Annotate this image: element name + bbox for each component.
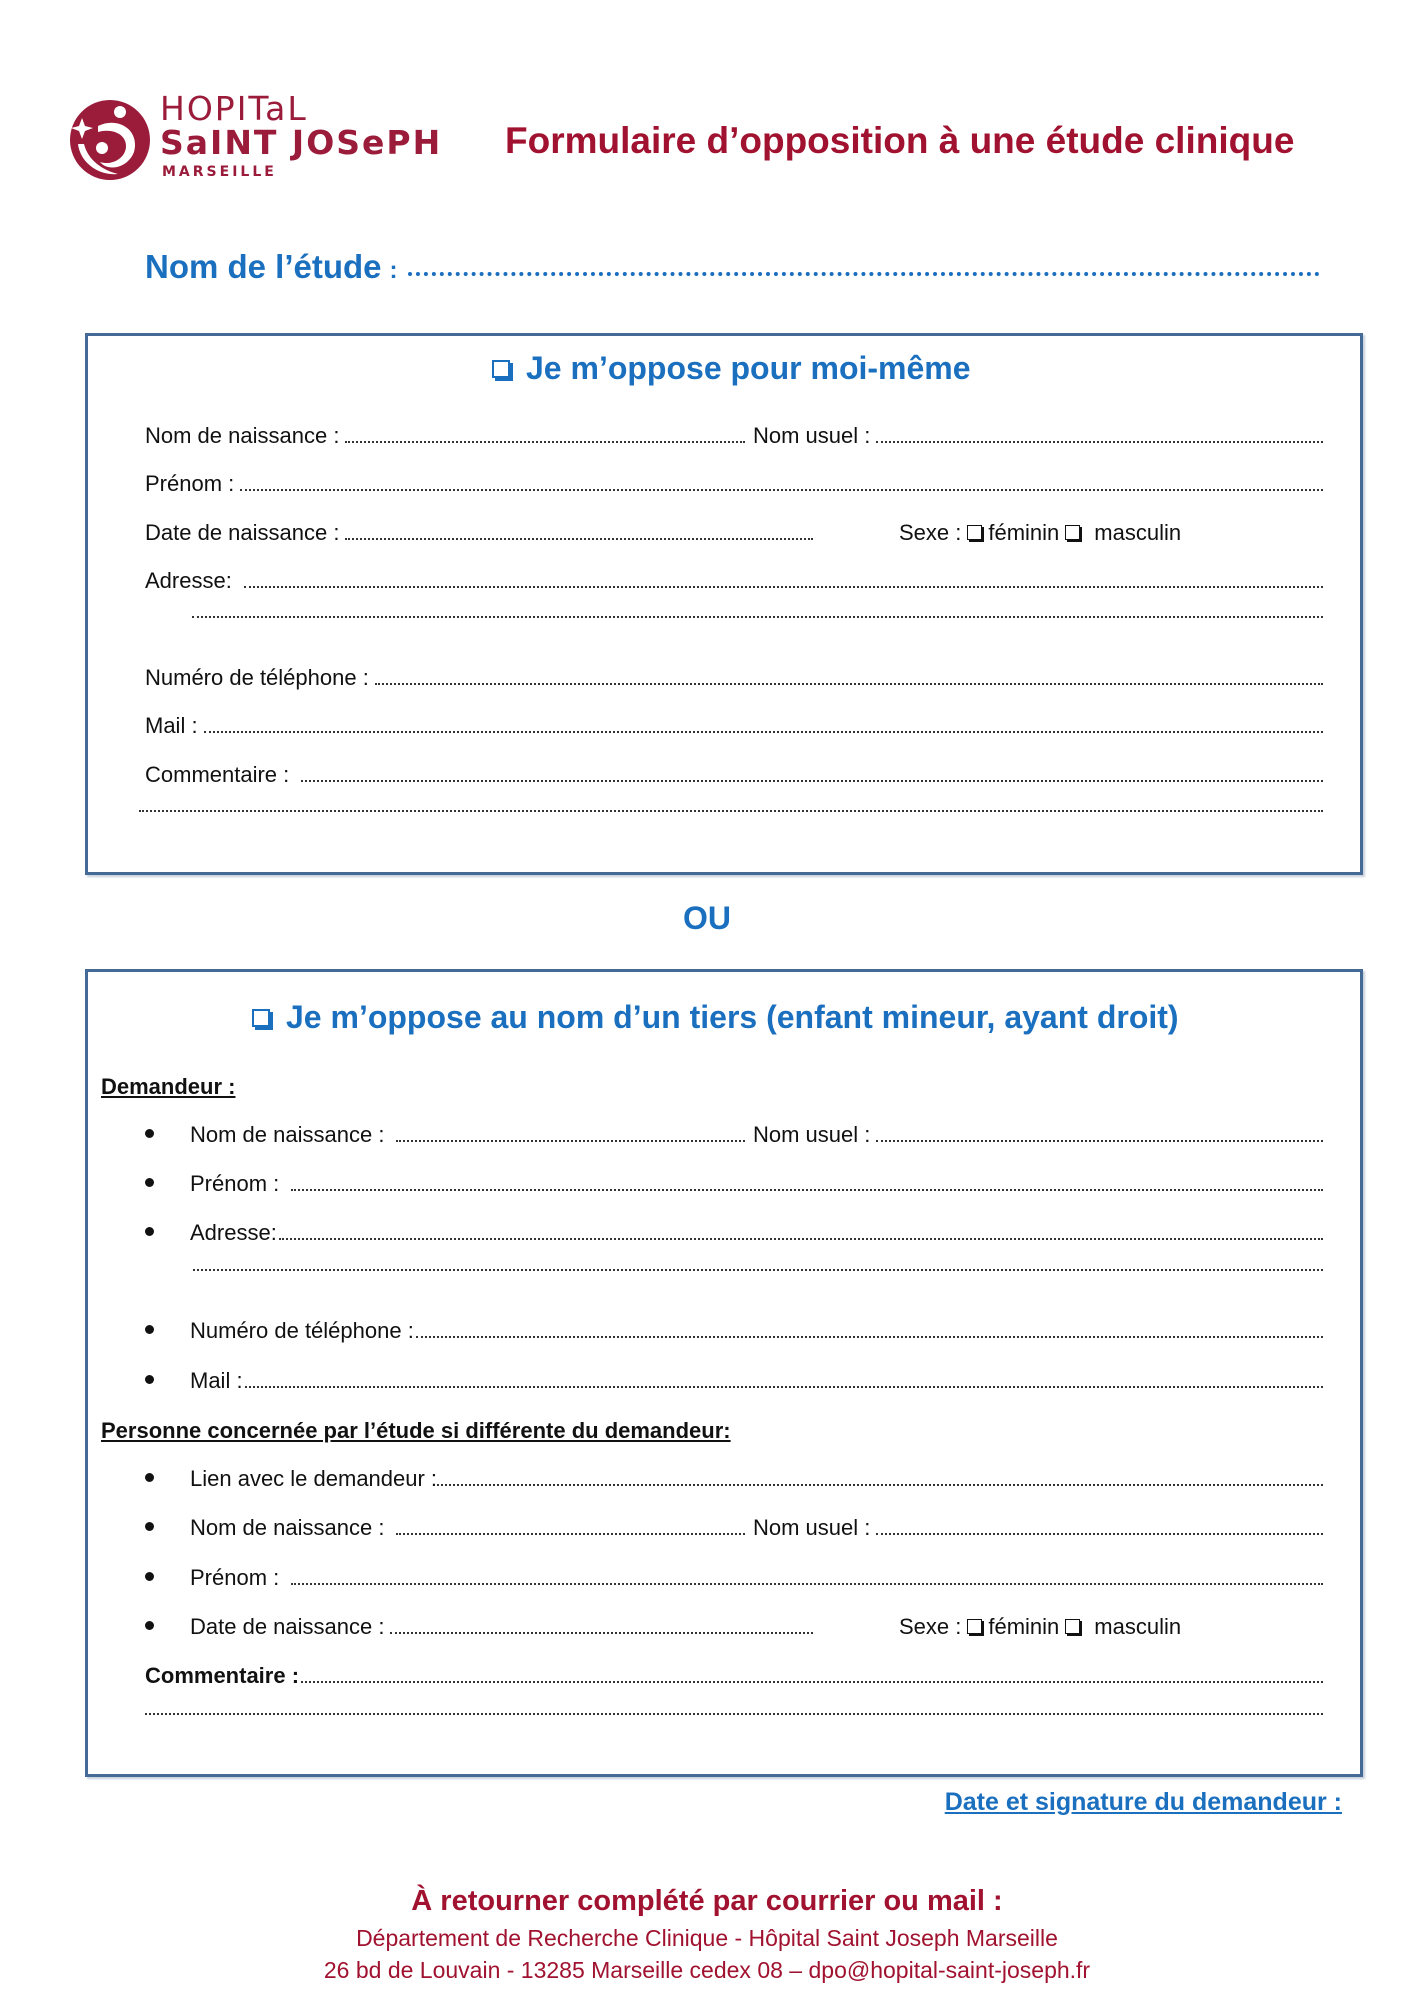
field-label: Mail : <box>190 1368 243 1393</box>
field-label: Nom usuel : <box>753 1515 871 1540</box>
personne-date-naissance-field[interactable] <box>145 1614 813 1644</box>
fill-line[interactable] <box>291 1583 1323 1585</box>
field-label: Adresse: <box>190 1220 277 1245</box>
field-label: Commentaire : <box>145 762 290 787</box>
fill-line[interactable] <box>193 1269 1323 1271</box>
self-sexe-field <box>899 520 1181 550</box>
demandeur-subtitle: Demandeur : <box>101 1074 236 1099</box>
bullet-icon <box>145 1473 154 1482</box>
fill-line[interactable] <box>876 1533 1323 1535</box>
fill-line[interactable] <box>204 731 1323 733</box>
fill-line[interactable] <box>416 1336 1323 1338</box>
personne-lien-field[interactable] <box>145 1466 1323 1496</box>
bullet-icon <box>145 1325 154 1334</box>
section-third-party-heading[interactable] <box>252 999 1179 1036</box>
self-date-naissance-field[interactable] <box>145 520 813 550</box>
bullet-icon <box>145 1227 154 1236</box>
section-third-party-heading-text: Je m’oppose au nom d’un tiers (enfant mineur, ayant droit) <box>286 999 1179 1035</box>
demandeur-nom-usuel-field[interactable] <box>753 1122 1323 1152</box>
bullet-icon <box>145 1621 154 1630</box>
sexe-label: Sexe : <box>899 1614 962 1639</box>
fill-line[interactable] <box>396 1140 745 1142</box>
hospital-emblem-icon <box>68 96 152 184</box>
self-adresse-field[interactable] <box>145 568 1323 598</box>
self-commentaire-field[interactable] <box>145 762 1323 792</box>
fill-line[interactable] <box>876 441 1323 443</box>
checkbox-feminin-icon[interactable] <box>967 525 982 540</box>
demandeur-telephone-field[interactable] <box>145 1318 1323 1348</box>
fill-line[interactable] <box>145 1713 1323 1715</box>
field-label: Nom de naissance : <box>190 1515 385 1540</box>
bullet-icon <box>145 1178 154 1187</box>
bullet-icon <box>145 1522 154 1531</box>
fill-line[interactable] <box>345 441 745 443</box>
field-label: Nom usuel : <box>753 423 871 448</box>
masculin-label: masculin <box>1094 1614 1182 1639</box>
section-self-heading-text: Je m’oppose pour moi-même <box>526 350 971 386</box>
study-name-field[interactable] <box>145 248 1320 286</box>
demandeur-mail-field[interactable] <box>145 1368 1323 1398</box>
demandeur-prenom-field[interactable] <box>145 1171 1323 1201</box>
field-label: Prénom : <box>145 471 235 496</box>
footer-return-instruction: À retourner complété par courrier ou mail : <box>411 1885 1003 1917</box>
fill-line[interactable] <box>396 1533 745 1535</box>
third-commentaire-line-2[interactable] <box>145 1713 1323 1743</box>
form-title: Formulaire d’opposition à une étude clinique <box>505 120 1295 161</box>
self-nom-usuel-field[interactable] <box>753 423 1323 453</box>
footer-department: Département de Recherche Clinique - Hôpital Saint Joseph Marseille <box>356 1925 1058 1951</box>
field-label: Prénom : <box>190 1171 280 1196</box>
field-label: Prénom : <box>190 1565 280 1590</box>
demandeur-adresse-field[interactable] <box>145 1220 1323 1250</box>
fill-line[interactable] <box>301 780 1323 782</box>
field-label: Mail : <box>145 713 198 738</box>
field-label: Date de naissance : <box>145 520 340 545</box>
personne-prenom-field[interactable] <box>145 1565 1323 1595</box>
personne-sexe-field <box>899 1614 1181 1644</box>
checkbox-icon[interactable] <box>252 1009 270 1027</box>
section-self-heading[interactable] <box>492 350 971 387</box>
masculin-label: masculin <box>1094 520 1182 545</box>
personne-nom-usuel-field[interactable] <box>753 1515 1323 1545</box>
personne-nom-naissance-field[interactable] <box>145 1515 745 1545</box>
personne-concernee-subtitle: Personne concernée par l’étude si différente du demandeur: <box>101 1418 731 1443</box>
self-commentaire-line-2[interactable] <box>139 810 1323 840</box>
field-label: Adresse: <box>145 568 232 593</box>
or-separator: OU <box>683 900 731 936</box>
study-name-fill-line[interactable] <box>408 272 1320 276</box>
signature-label: Date et signature du demandeur : <box>944 1788 1342 1816</box>
feminin-label: féminin <box>988 520 1060 545</box>
bullet-icon <box>145 1129 154 1138</box>
checkbox-masculin-icon[interactable] <box>1065 525 1080 540</box>
checkbox-masculin-icon[interactable] <box>1065 1619 1080 1634</box>
fill-line[interactable] <box>390 1632 813 1634</box>
footer-address-email: 26 bd de Louvain - 13285 Marseille cedex 08 – dpo@hopital-saint-joseph.fr <box>323 1957 1091 1983</box>
field-label: Date de naissance : <box>190 1614 385 1639</box>
field-label: Nom de naissance : <box>145 423 340 448</box>
self-nom-naissance-field[interactable] <box>145 423 745 453</box>
field-label: Nom usuel : <box>753 1122 871 1147</box>
self-adresse-line-2[interactable] <box>192 616 1323 646</box>
fill-line[interactable] <box>245 1386 1323 1388</box>
study-name-label: Nom de l’étude <box>145 248 382 285</box>
field-label: Nom de naissance : <box>190 1122 385 1147</box>
section-self-box <box>85 333 1363 875</box>
demandeur-nom-naissance-field[interactable] <box>145 1122 745 1152</box>
fill-line[interactable] <box>876 1140 1323 1142</box>
bullet-icon <box>145 1572 154 1581</box>
fill-line[interactable] <box>240 489 1323 491</box>
bullet-icon <box>145 1375 154 1384</box>
logo-line-marseille: MARSEILLE <box>162 164 277 180</box>
self-prenom-field[interactable] <box>145 471 1323 501</box>
field-label: Numéro de téléphone : <box>145 665 369 690</box>
field-label: Lien avec le demandeur : <box>190 1466 438 1491</box>
demandeur-adresse-line-2[interactable] <box>193 1269 1323 1299</box>
fill-line[interactable] <box>437 1484 1323 1486</box>
fill-line[interactable] <box>345 538 813 540</box>
logo-line-saint-joseph: SaINT JOSePH <box>160 123 443 162</box>
field-label: Commentaire : <box>145 1663 300 1688</box>
checkbox-feminin-icon[interactable] <box>967 1619 982 1634</box>
hospital-logo <box>68 89 448 192</box>
field-label: Numéro de téléphone : <box>190 1318 414 1343</box>
study-name-colon: : <box>389 257 398 284</box>
third-commentaire-field[interactable] <box>145 1663 1323 1693</box>
fill-line[interactable] <box>291 1189 1323 1191</box>
fill-line[interactable] <box>244 586 1323 588</box>
checkbox-icon[interactable] <box>492 360 510 378</box>
sexe-label: Sexe : <box>899 520 962 545</box>
fill-line[interactable] <box>192 616 1323 618</box>
self-mail-field[interactable] <box>145 713 1323 743</box>
feminin-label: féminin <box>988 1614 1060 1639</box>
logo-line-hopital: HOPITaL <box>160 89 308 128</box>
fill-line[interactable] <box>139 810 1323 812</box>
fill-line[interactable] <box>279 1238 1323 1240</box>
fill-line[interactable] <box>301 1681 1323 1683</box>
self-telephone-field[interactable] <box>145 665 1323 695</box>
fill-line[interactable] <box>375 683 1323 685</box>
